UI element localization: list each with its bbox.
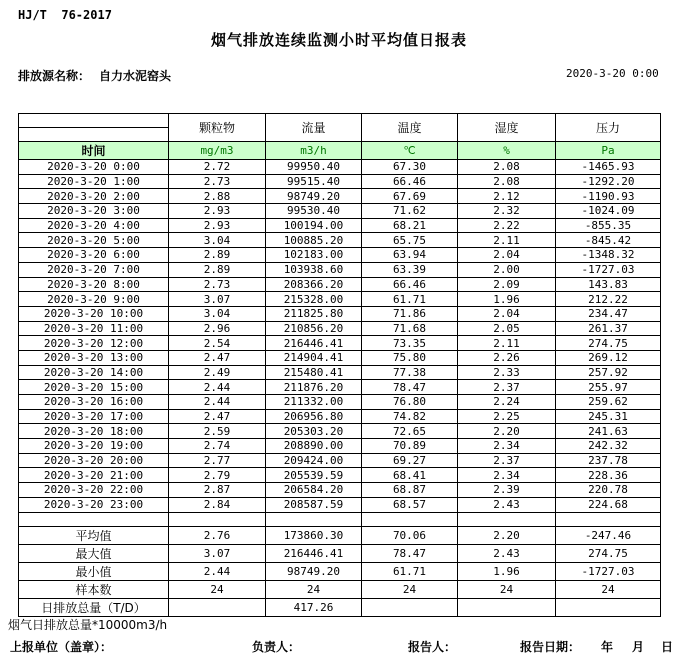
responsible-label: 负责人： <box>252 640 301 654</box>
value-cell: 2.59 <box>169 424 266 439</box>
value-cell: 73.35 <box>362 336 458 351</box>
report-date-label: 报告日期： <box>520 640 581 654</box>
value-cell: 261.37 <box>556 321 661 336</box>
value-cell: 75.80 <box>362 350 458 365</box>
time-cell: 2020-3-20 11:00 <box>19 321 169 336</box>
reporter-label: 报告人： <box>408 640 457 654</box>
value-cell: 2.89 <box>169 248 266 263</box>
value-cell <box>169 512 266 527</box>
value-cell: 245.31 <box>556 409 661 424</box>
unit-header-row <box>19 142 661 160</box>
time-cell: 2020-3-20 5:00 <box>19 233 169 248</box>
table-row <box>19 409 661 424</box>
value-cell: 2.89 <box>169 262 266 277</box>
time-cell: 2020-3-20 21:00 <box>19 468 169 483</box>
col-header-temperature: 温度 <box>362 114 458 142</box>
value-cell: 71.86 <box>362 306 458 321</box>
time-cell: 2020-3-20 13:00 <box>19 350 169 365</box>
value-cell: 2.39 <box>458 483 556 498</box>
time-cell: 2020-3-20 12:00 <box>19 336 169 351</box>
time-cell: 2020-3-20 15:00 <box>19 380 169 395</box>
report-unit-label: 上报单位（盖章）： <box>10 640 113 654</box>
value-cell: 257.92 <box>556 365 661 380</box>
value-cell <box>169 599 266 617</box>
summary-row <box>19 581 661 599</box>
value-cell: 99950.40 <box>266 160 362 175</box>
value-cell: 2.20 <box>458 527 556 545</box>
value-cell: 78.47 <box>362 545 458 563</box>
value-cell: 417.26 <box>266 599 362 617</box>
col-header-particulate: 颗粒物 <box>169 114 266 142</box>
day-label: 日 <box>661 640 674 654</box>
value-cell: 214904.41 <box>266 350 362 365</box>
value-cell: 2.08 <box>458 174 556 189</box>
value-cell: 66.46 <box>362 277 458 292</box>
value-cell: 2.88 <box>169 189 266 204</box>
unit-humidity: % <box>458 142 556 160</box>
value-cell: 255.97 <box>556 380 661 395</box>
value-cell: 2.96 <box>169 321 266 336</box>
time-cell: 2020-3-20 20:00 <box>19 453 169 468</box>
value-cell: 216446.41 <box>266 545 362 563</box>
value-cell: 24 <box>458 581 556 599</box>
table-row <box>19 336 661 351</box>
time-cell: 2020-3-20 16:00 <box>19 395 169 410</box>
value-cell: 66.46 <box>362 174 458 189</box>
value-cell: 71.62 <box>362 204 458 219</box>
value-cell <box>362 512 458 527</box>
value-cell: 2.44 <box>169 563 266 581</box>
value-cell: 3.04 <box>169 233 266 248</box>
time-cell: 2020-3-20 1:00 <box>19 174 169 189</box>
value-cell: 2.08 <box>458 160 556 175</box>
value-cell: 2.37 <box>458 380 556 395</box>
col-header-pressure: 压力 <box>556 114 661 142</box>
value-cell: 215480.41 <box>266 365 362 380</box>
value-cell: -1292.20 <box>556 174 661 189</box>
table-row <box>19 160 661 175</box>
value-cell: 1.96 <box>458 563 556 581</box>
value-cell: 102183.00 <box>266 248 362 263</box>
value-cell: 2.22 <box>458 218 556 233</box>
time-cell: 2020-3-20 0:00 <box>19 160 169 175</box>
value-cell: -247.46 <box>556 527 661 545</box>
value-cell: 3.07 <box>169 545 266 563</box>
time-cell: 2020-3-20 10:00 <box>19 306 169 321</box>
table-row <box>19 453 661 468</box>
value-cell: 2.43 <box>458 497 556 512</box>
value-cell: 99530.40 <box>266 204 362 219</box>
table-row <box>19 424 661 439</box>
spacer-cell <box>19 512 169 527</box>
value-cell: 98749.20 <box>266 189 362 204</box>
value-cell: 2.11 <box>458 233 556 248</box>
value-cell: 2.04 <box>458 248 556 263</box>
value-cell: 211332.00 <box>266 395 362 410</box>
table-row <box>19 248 661 263</box>
value-cell: 241.63 <box>556 424 661 439</box>
table-row <box>19 233 661 248</box>
value-cell <box>458 512 556 527</box>
month-label: 月 <box>632 640 645 654</box>
value-cell: 211876.20 <box>266 380 362 395</box>
summary-label-cell: 最小值 <box>19 563 169 581</box>
value-cell: 2.73 <box>169 174 266 189</box>
value-cell: 216446.41 <box>266 336 362 351</box>
value-cell: 2.47 <box>169 350 266 365</box>
value-cell: 205303.20 <box>266 424 362 439</box>
value-cell: 2.44 <box>169 395 266 410</box>
page-title: 烟气排放连续监测小时平均值日报表 <box>210 31 467 49</box>
value-cell: 2.76 <box>169 527 266 545</box>
value-cell: 206584.20 <box>266 483 362 498</box>
value-cell: 100194.00 <box>266 218 362 233</box>
value-cell: 70.06 <box>362 527 458 545</box>
value-cell: -855.35 <box>556 218 661 233</box>
value-cell: 208366.20 <box>266 277 362 292</box>
value-cell: 2.34 <box>458 468 556 483</box>
value-cell <box>458 599 556 617</box>
table-row <box>19 439 661 454</box>
table-row <box>19 365 661 380</box>
value-cell: 76.80 <box>362 395 458 410</box>
value-cell: 206956.80 <box>266 409 362 424</box>
table-row <box>19 262 661 277</box>
value-cell: 24 <box>556 581 661 599</box>
value-cell: 2.47 <box>169 409 266 424</box>
value-cell: 208587.59 <box>266 497 362 512</box>
value-cell: 78.47 <box>362 380 458 395</box>
value-cell: 24 <box>169 581 266 599</box>
time-header-top-cell <box>19 114 169 128</box>
report-datetime: 2020-3-20 0:00 <box>566 67 659 80</box>
value-cell: 224.68 <box>556 497 661 512</box>
value-cell: 274.75 <box>556 545 661 563</box>
pollutant-header-row <box>19 114 661 128</box>
value-cell: 2.37 <box>458 453 556 468</box>
value-cell: 2.05 <box>458 321 556 336</box>
table-row <box>19 174 661 189</box>
unit-particulate: mg/m3 <box>169 142 266 160</box>
value-cell: 72.65 <box>362 424 458 439</box>
value-cell: 2.26 <box>458 350 556 365</box>
value-cell: 205539.59 <box>266 468 362 483</box>
value-cell: 2.77 <box>169 453 266 468</box>
value-cell: 65.75 <box>362 233 458 248</box>
table-row <box>19 380 661 395</box>
emission-source-label: 排放源名称： <box>18 69 91 83</box>
time-cell: 2020-3-20 18:00 <box>19 424 169 439</box>
time-cell: 2020-3-20 6:00 <box>19 248 169 263</box>
table-row <box>19 395 661 410</box>
value-cell: 2.00 <box>458 262 556 277</box>
value-cell: 2.11 <box>458 336 556 351</box>
value-cell: 61.71 <box>362 563 458 581</box>
spacer-row <box>19 512 661 527</box>
value-cell <box>266 512 362 527</box>
time-cell: 2020-3-20 7:00 <box>19 262 169 277</box>
value-cell: 70.89 <box>362 439 458 454</box>
value-cell: 209424.00 <box>266 453 362 468</box>
value-cell: 67.69 <box>362 189 458 204</box>
value-cell: -1348.32 <box>556 248 661 263</box>
value-cell: 3.04 <box>169 306 266 321</box>
value-cell: -1465.93 <box>556 160 661 175</box>
monitoring-table <box>18 113 661 617</box>
value-cell: 2.24 <box>458 395 556 410</box>
summary-label-cell: 日排放总量（T/D） <box>19 599 169 617</box>
table-row <box>19 468 661 483</box>
value-cell: 2.54 <box>169 336 266 351</box>
value-cell: 210856.20 <box>266 321 362 336</box>
table-row <box>19 483 661 498</box>
value-cell: 259.62 <box>556 395 661 410</box>
value-cell: 69.27 <box>362 453 458 468</box>
value-cell: 1.96 <box>458 292 556 307</box>
value-cell: 3.07 <box>169 292 266 307</box>
unit-pressure: Pa <box>556 142 661 160</box>
table-row <box>19 277 661 292</box>
value-cell: 74.82 <box>362 409 458 424</box>
value-cell: 2.74 <box>169 439 266 454</box>
value-cell: 234.47 <box>556 306 661 321</box>
value-cell: 100885.20 <box>266 233 362 248</box>
value-cell: 68.87 <box>362 483 458 498</box>
time-cell: 2020-3-20 3:00 <box>19 204 169 219</box>
value-cell: 68.21 <box>362 218 458 233</box>
value-cell: 143.83 <box>556 277 661 292</box>
value-cell: 2.09 <box>458 277 556 292</box>
value-cell: 2.79 <box>169 468 266 483</box>
summary-row <box>19 563 661 581</box>
table-row <box>19 350 661 365</box>
value-cell: 242.32 <box>556 439 661 454</box>
value-cell: 24 <box>362 581 458 599</box>
value-cell: 2.12 <box>458 189 556 204</box>
time-cell: 2020-3-20 19:00 <box>19 439 169 454</box>
value-cell: 211825.80 <box>266 306 362 321</box>
summary-row <box>19 545 661 563</box>
value-cell: 237.78 <box>556 453 661 468</box>
value-cell: 2.93 <box>169 204 266 219</box>
value-cell <box>556 512 661 527</box>
value-cell: 99515.40 <box>266 174 362 189</box>
summary-row <box>19 599 661 617</box>
time-cell: 2020-3-20 4:00 <box>19 218 169 233</box>
value-cell: 173860.30 <box>266 527 362 545</box>
value-cell: 2.44 <box>169 380 266 395</box>
value-cell: 2.93 <box>169 218 266 233</box>
value-cell: -845.42 <box>556 233 661 248</box>
value-cell: -1727.03 <box>556 262 661 277</box>
standard-code: HJ/T 76-2017 <box>18 8 112 22</box>
time-cell: 2020-3-20 14:00 <box>19 365 169 380</box>
value-cell: 2.49 <box>169 365 266 380</box>
summary-label-cell: 样本数 <box>19 581 169 599</box>
col-header-flow: 流量 <box>266 114 362 142</box>
value-cell: 2.73 <box>169 277 266 292</box>
table-row <box>19 292 661 307</box>
time-header: 时间 <box>19 142 169 160</box>
value-cell: 2.43 <box>458 545 556 563</box>
time-cell: 2020-3-20 17:00 <box>19 409 169 424</box>
time-cell: 2020-3-20 23:00 <box>19 497 169 512</box>
value-cell <box>362 599 458 617</box>
value-cell: 274.75 <box>556 336 661 351</box>
table-row <box>19 497 661 512</box>
time-header-bottom-cell <box>19 128 169 142</box>
value-cell <box>556 599 661 617</box>
summary-row <box>19 527 661 545</box>
value-cell: 208890.00 <box>266 439 362 454</box>
value-cell: 220.78 <box>556 483 661 498</box>
value-cell: -1727.03 <box>556 563 661 581</box>
value-cell: 2.25 <box>458 409 556 424</box>
value-cell: 103938.60 <box>266 262 362 277</box>
value-cell: 228.36 <box>556 468 661 483</box>
value-cell: 2.72 <box>169 160 266 175</box>
total-emission-note: 烟气日排放总量*10000m3/h <box>8 618 168 632</box>
time-cell: 2020-3-20 9:00 <box>19 292 169 307</box>
value-cell: 24 <box>266 581 362 599</box>
table-row <box>19 218 661 233</box>
summary-label-cell: 最大值 <box>19 545 169 563</box>
value-cell: 2.33 <box>458 365 556 380</box>
summary-label-cell: 平均值 <box>19 527 169 545</box>
col-header-humidity: 湿度 <box>458 114 556 142</box>
value-cell: 2.04 <box>458 306 556 321</box>
time-cell: 2020-3-20 8:00 <box>19 277 169 292</box>
year-label: 年 <box>601 640 614 654</box>
value-cell: 71.68 <box>362 321 458 336</box>
value-cell: 63.94 <box>362 248 458 263</box>
emission-source-name: 自力水泥窑头 <box>99 69 172 83</box>
value-cell: 63.39 <box>362 262 458 277</box>
value-cell: -1024.09 <box>556 204 661 219</box>
unit-temperature: ℃ <box>362 142 458 160</box>
value-cell: 212.22 <box>556 292 661 307</box>
time-cell: 2020-3-20 2:00 <box>19 189 169 204</box>
table-row <box>19 321 661 336</box>
value-cell: 68.57 <box>362 497 458 512</box>
value-cell: 2.34 <box>458 439 556 454</box>
value-cell: 2.87 <box>169 483 266 498</box>
value-cell: 61.71 <box>362 292 458 307</box>
table-row <box>19 204 661 219</box>
value-cell: 77.38 <box>362 365 458 380</box>
unit-flow: m3/h <box>266 142 362 160</box>
value-cell: 68.41 <box>362 468 458 483</box>
value-cell: 215328.00 <box>266 292 362 307</box>
value-cell: 67.30 <box>362 160 458 175</box>
table-row <box>19 189 661 204</box>
value-cell: -1190.93 <box>556 189 661 204</box>
table-row <box>19 306 661 321</box>
value-cell: 269.12 <box>556 350 661 365</box>
value-cell: 2.20 <box>458 424 556 439</box>
value-cell: 2.84 <box>169 497 266 512</box>
value-cell: 98749.20 <box>266 563 362 581</box>
value-cell: 2.32 <box>458 204 556 219</box>
time-cell: 2020-3-20 22:00 <box>19 483 169 498</box>
